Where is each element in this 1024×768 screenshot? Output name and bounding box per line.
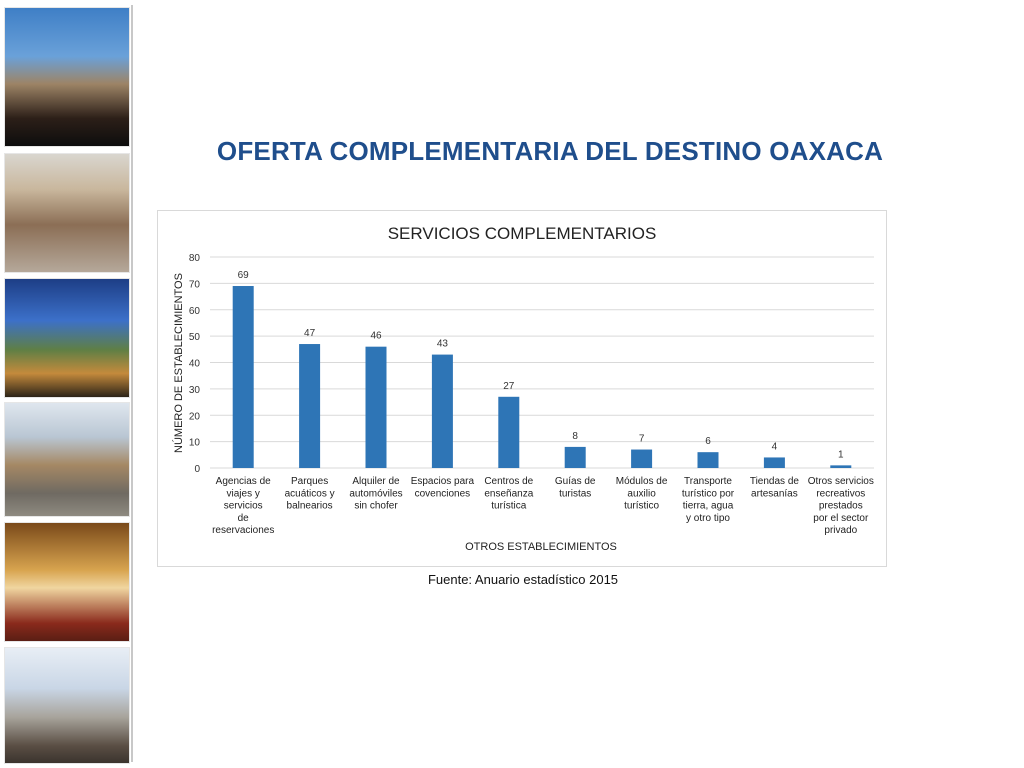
x-tick-label-line: enseñanza <box>484 488 534 500</box>
x-tick-label-line: acuáticos y <box>284 488 335 500</box>
bar <box>631 450 652 468</box>
bar <box>565 447 586 468</box>
data-label: 4 <box>771 441 778 453</box>
x-tick-label-line: por el sector <box>813 512 869 524</box>
photo-airport-terminal <box>4 647 130 764</box>
x-tick-label-line: turística <box>491 500 527 512</box>
x-tick-label <box>750 476 800 499</box>
x-tick-label-line: de <box>237 512 249 524</box>
bar <box>366 347 387 468</box>
y-tick-label: 30 <box>188 384 200 396</box>
bar-chart <box>158 211 886 566</box>
data-label: 6 <box>705 436 711 448</box>
slide-title: OFERTA COMPLEMENTARIA DEL DESTINO OAXACA <box>216 136 884 166</box>
data-label: 27 <box>503 380 515 392</box>
x-tick-label-line: Alquiler de <box>352 476 400 487</box>
x-tick-label <box>808 476 874 536</box>
chart-title: SERVICIOS COMPLEMENTARIOS <box>387 224 657 243</box>
photo-street-crowd <box>4 153 130 273</box>
x-tick-label-line: Transporte <box>684 476 732 487</box>
y-tick-label: 70 <box>188 279 200 291</box>
x-tick-label-line: Centros de <box>484 476 534 487</box>
data-label: 7 <box>638 433 645 445</box>
x-tick-label-line: privado <box>824 525 858 537</box>
y-tick-label: 0 <box>194 464 200 475</box>
x-tick-label-line: automóviles <box>349 488 403 500</box>
data-label: 43 <box>436 338 448 350</box>
x-tick-label-line: servicios <box>223 500 263 512</box>
x-tick-label-line: balnearios <box>286 500 333 512</box>
bar <box>299 344 320 468</box>
x-tick-label <box>484 476 533 512</box>
y-tick-label: 50 <box>188 332 200 344</box>
data-label: 1 <box>838 449 844 461</box>
x-tick-label-line: Agencias de <box>215 476 271 487</box>
x-tick-label-line: Otros servicios <box>807 476 874 487</box>
x-tick-label-line: Tiendas de <box>749 476 799 487</box>
x-tick-label <box>555 476 596 499</box>
x-tick-label-line: Guías de <box>554 476 596 487</box>
y-tick-label: 10 <box>188 437 200 449</box>
bars <box>233 286 852 468</box>
data-label: 47 <box>304 328 316 340</box>
x-tick-label-line: auxilio <box>627 488 656 500</box>
x-tick-label <box>212 476 274 536</box>
x-tick-label <box>616 476 668 512</box>
bar <box>498 397 519 468</box>
bar <box>764 457 785 468</box>
y-tick-label: 20 <box>188 411 200 423</box>
bar <box>830 465 851 468</box>
x-tick-label-line: viajes y <box>226 488 260 500</box>
x-tick-label-line: recreativos <box>816 488 866 500</box>
photo-cathedral-terrace <box>4 7 130 147</box>
photo-strip <box>0 5 133 762</box>
photo-church-plaza <box>4 402 130 517</box>
x-tick-label-line: sin chofer <box>354 500 398 512</box>
bar <box>233 286 254 468</box>
data-label: 8 <box>572 430 578 442</box>
x-tick-label <box>285 476 335 512</box>
x-tick-label-line: artesanías <box>751 488 798 500</box>
data-label: 69 <box>237 270 249 282</box>
x-tick-label <box>682 476 735 524</box>
x-tick-label-line: covenciones <box>414 488 471 500</box>
y-tick-label: 80 <box>188 253 200 264</box>
x-tick-label-line: turístico <box>624 500 660 512</box>
bar <box>432 355 453 468</box>
data-label: 46 <box>370 330 382 342</box>
x-tick-label <box>349 476 402 512</box>
x-tick-label <box>411 476 475 499</box>
x-tick-label-line: Parques <box>290 476 329 487</box>
labels <box>189 253 874 536</box>
x-tick-label-line: y otro tipo <box>686 512 730 524</box>
y-axis-label: NÚMERO DE ESTABLECIMIENTOS <box>173 273 185 453</box>
source-note: Fuente: Anuario estadístico 2015 <box>427 572 619 587</box>
bar <box>698 452 719 468</box>
y-tick-label: 40 <box>188 358 200 370</box>
x-tick-label-line: reservaciones <box>212 525 275 537</box>
photo-hotel-room <box>4 522 130 642</box>
x-tick-label-line: Módulos de <box>615 476 668 487</box>
photo-night-garden <box>4 278 130 398</box>
x-tick-label-line: tierra, agua <box>682 500 734 512</box>
x-tick-label-line: turístico por <box>681 488 735 500</box>
x-axis-label: OTROS ESTABLECIMIENTOS <box>465 541 617 553</box>
x-tick-label-line: prestados <box>818 500 863 512</box>
y-tick-label: 60 <box>188 305 200 317</box>
x-tick-label-line: Espacios para <box>410 476 475 487</box>
chart-container <box>157 210 887 567</box>
x-tick-label-line: turistas <box>559 488 592 500</box>
